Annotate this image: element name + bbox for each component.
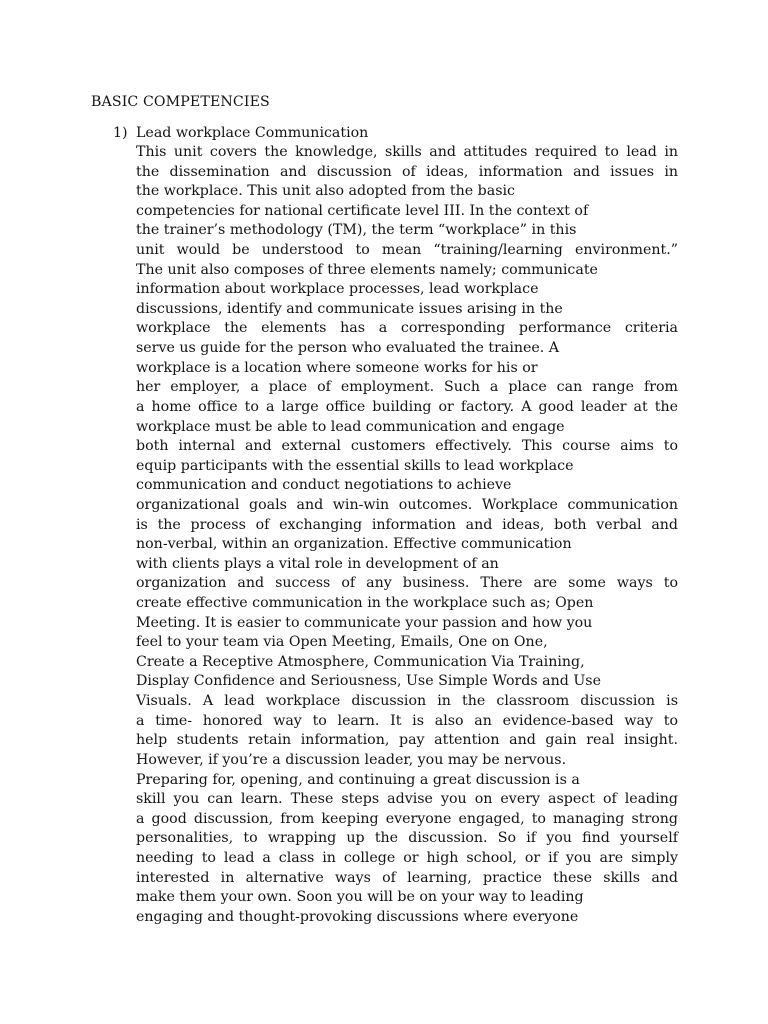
paragraph-line: a home office to a large office building or factory. A good leader at the: [136, 398, 678, 415]
paragraph-line: help students retain information, pay attention and gain real insight.: [136, 732, 678, 749]
paragraph-line: communication and conduct negotiations to achieve: [136, 477, 512, 494]
paragraph-line: personalities, to wrapping up the discussion. So if you find yourself: [136, 830, 678, 847]
paragraph-line: equip participants with the essential skills to lead workplace: [136, 457, 574, 474]
paragraph-line: interested in alternative ways of learning, practice these skills and: [136, 869, 678, 886]
list-item-title: Lead workplace Communication: [136, 125, 369, 141]
paragraph-line: with clients plays a vital role in development of an: [136, 555, 499, 572]
paragraph-line: the trainer’s methodology (TM), the term “workplace” in this: [136, 222, 577, 239]
paragraph-line: competencies for national certificate level III. In the context of: [136, 202, 589, 219]
paragraph-line: make them your own. Soon you will be on your way to leading: [136, 889, 584, 906]
paragraph-line: create effective communication in the workplace such as; Open: [136, 595, 594, 612]
paragraph-line: both internal and external customers effectively. This course aims to: [136, 438, 678, 455]
body-paragraph: [136, 143, 684, 927]
paragraph-line: Preparing for, opening, and continuing a great discussion is a: [136, 771, 580, 788]
paragraph-line: organization and success of any business. There are some ways to: [136, 575, 678, 592]
paragraph-line: Meeting. It is easier to communicate your passion and how you: [136, 614, 593, 631]
paragraph-line: her employer, a place of employment. Such a place can range from: [136, 379, 678, 396]
paragraph-line: workplace is a location where someone works for his or: [136, 359, 538, 376]
paragraph-line: The unit also composes of three elements namely; communicate: [136, 261, 598, 278]
paragraph-line: serve us guide for the person who evaluated the trainee. A: [136, 340, 560, 357]
paragraph-line: workplace must be able to lead communication and engage: [136, 418, 565, 435]
paragraph-line: the dissemination and discussion of ideas, information and issues in: [136, 163, 678, 180]
paragraph-line: the workplace. This unit also adopted from the basic: [136, 183, 515, 200]
paragraph-line: However, if you’re a discussion leader, you may be nervous.: [136, 751, 567, 768]
paragraph-line: Display Confidence and Seriousness, Use Simple Words and Use: [136, 673, 601, 690]
paragraph-line: workplace the elements has a corresponding performance criteria: [136, 320, 678, 337]
paragraph-line: information about workplace processes, lead workplace: [136, 281, 539, 298]
paragraph-line: skill you can learn. These steps advise you on every aspect of leading: [136, 791, 678, 808]
paragraph-line: feel to your team via Open Meeting, Emails, One on One,: [136, 634, 548, 651]
section-heading: BASIC COMPETENCIES: [91, 94, 270, 110]
list-item-number: 1): [113, 125, 128, 141]
paragraph-line: a good discussion, from keeping everyone engaged, to managing strong: [136, 810, 678, 827]
paragraph-line: discussions, identify and communicate issues arising in the: [136, 300, 563, 317]
paragraph-line: needing to lead a class in college or high school, or if you are simply: [136, 849, 678, 866]
paragraph-line: Visuals. A lead workplace discussion in the classroom discussion is: [136, 693, 678, 710]
paragraph-line: unit would be understood to mean “training/learning environment.”: [136, 242, 678, 259]
paragraph-line: a time- honored way to learn. It is also an evidence-based way to: [136, 712, 678, 729]
paragraph-line: This unit covers the knowledge, skills and attitudes required to lead in: [136, 144, 678, 160]
paragraph-line: is the process of exchanging information and ideas, both verbal and: [136, 516, 678, 533]
paragraph-line: organizational goals and win-win outcomes. Workplace communication: [136, 496, 678, 513]
paragraph-line: engaging and thought-provoking discussions where everyone: [136, 908, 579, 925]
paragraph-line: non-verbal, within an organization. Effective communication: [136, 536, 572, 553]
paragraph-line: Create a Receptive Atmosphere, Communication Via Training,: [136, 653, 585, 670]
